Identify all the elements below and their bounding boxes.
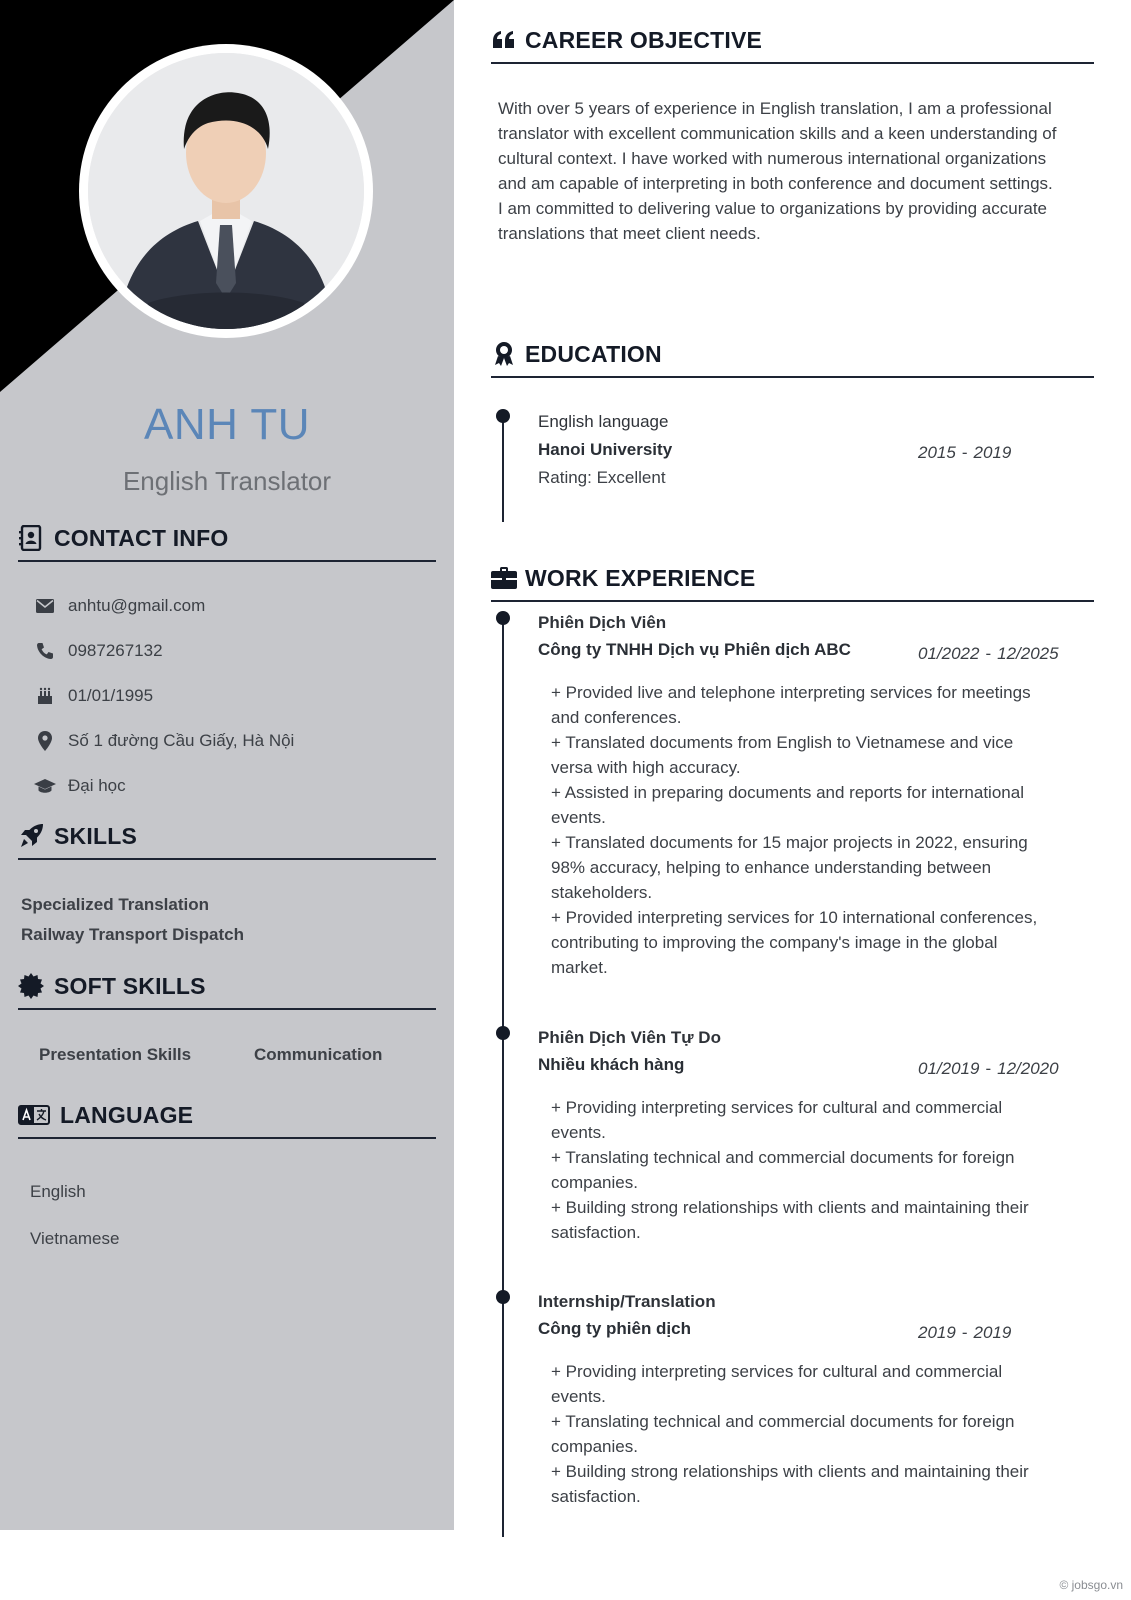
job-title: Internship/Translation [538,1292,716,1311]
job-description-line: + Building strong relationships with clients and maintaining their [551,1198,1029,1217]
timeline-dot [496,1290,510,1304]
job-description-line: + Provided interpreting services for 10 international conferences, [551,908,1038,927]
contact-birthday-value: 01/01/1995 [68,686,154,705]
contact-address [34,729,294,753]
work-experience-heading [491,556,1094,602]
gear-badge-icon [18,973,44,999]
job-company: Công ty phiên dịch [538,1319,691,1338]
objective-line: translator with excellent communication skills and a keen understanding of [498,124,1057,143]
job-title: Phiên Dịch Viên [538,613,667,632]
job-description-line: + Building strong relationships with clients and maintaining their [551,1462,1029,1481]
job-description-line: events. [551,808,606,827]
objective-line: With over 5 years of experience in English translation, I am a professional [498,99,1052,118]
contact-email-value: anhtu@gmail.com [68,596,206,615]
job-description-line: versa with high accuracy. [551,758,741,777]
contact-phone[interactable] [34,639,163,663]
education-heading-text: EDUCATION [525,340,662,367]
skills-heading-text: SKILLS [54,822,137,849]
sidebar [0,0,454,1530]
address-book-icon [18,525,44,551]
award-ribbon-icon [491,341,517,367]
education-timeline-line [502,414,504,522]
soft-skill-item: Presentation Skills [39,1045,192,1064]
job-description [551,680,1071,980]
education-rating: Rating: Excellent [538,468,666,487]
footer-credit: © jobsgo.vn [1059,1578,1123,1592]
date-separator: - [961,443,968,462]
job-description-line: + Translating technical and commercial documents for foreign [551,1412,1015,1431]
objective-line: translations that meet client needs. [498,224,761,243]
education-end: 2019 [973,443,1012,462]
job-end: 2019 [973,1323,1012,1342]
job-description-line: and conferences. [551,708,682,727]
job-description-line: satisfaction. [551,1223,641,1242]
education-heading [491,332,1094,378]
date-separator: - [961,1323,968,1342]
job-description-line: stakeholders. [551,883,653,902]
job-description-line: + Provided live and telephone interpreting services for meetings [551,683,1031,702]
job-description-line: satisfaction. [551,1487,641,1506]
contact-education-level [34,774,126,798]
job-dates [918,1059,1059,1079]
skills-heading [18,814,436,860]
date-separator: - [985,1059,992,1078]
career-objective-heading [491,18,1094,64]
contact-education-level-value: Đại học [68,776,126,795]
briefcase-icon [491,565,517,591]
job-description-line: + Providing interpreting services for cultural and commercial [551,1098,1003,1117]
job-company: Nhiều khách hàng [538,1055,685,1074]
job-description-line: companies. [551,1173,638,1192]
job-description [551,1095,1071,1245]
quote-icon [491,27,517,53]
job-description-line: contributing to improving the company's image in the global [551,933,998,952]
job-description-line: + Translated documents from English to Vietnamese and vice [551,733,1014,752]
timeline-dot [496,1026,510,1040]
phone-icon [34,640,56,662]
skill-item: Specialized Translation [21,895,210,914]
job-company: Công ty TNHH Dịch vụ Phiên dịch ABC [538,640,851,659]
location-pin-icon [34,730,56,752]
career-objective-text [498,96,1096,246]
date-separator: - [985,644,992,663]
contact-birthday [34,684,153,708]
contact-info-heading-text: CONTACT INFO [54,524,229,551]
contact-phone-value: 0987267132 [68,641,163,660]
objective-line: cultural context. I have worked with numerous international organizations [498,149,1047,168]
language-heading-text: LANGUAGE [60,1101,194,1128]
rocket-icon [18,823,44,849]
soft-skills-heading [18,964,436,1010]
job-description [551,1359,1071,1509]
job-end: 12/2025 [997,644,1059,663]
timeline-dot [496,611,510,625]
contact-info-heading [18,516,436,562]
candidate-name: ANH TU [144,400,310,449]
translate-icon [18,1102,50,1128]
job-description-line: + Translated documents for 15 major projects in 2022, ensuring [551,833,1028,852]
graduation-cap-icon [34,775,56,797]
education-start: 2015 [918,443,956,462]
education-school: Hanoi University [538,440,673,459]
education-dates [918,443,1011,463]
job-end: 12/2020 [997,1059,1059,1078]
skill-item: Railway Transport Dispatch [21,925,244,944]
job-description-line: + Assisted in preparing documents and reports for international [551,783,1024,802]
timeline-dot [496,409,510,423]
candidate-job-title: English Translator [122,466,332,496]
job-start: 01/2019 [918,1059,980,1078]
job-description-line: + Providing interpreting services for cultural and commercial [551,1362,1003,1381]
language-heading [18,1093,436,1139]
job-description-line: 98% accuracy, helping to enhance understanding between [551,858,992,877]
job-description-line: market. [551,958,608,977]
job-description-line: companies. [551,1437,638,1456]
job-title: Phiên Dịch Viên Tự Do [538,1028,721,1047]
job-description-line: + Translating technical and commercial documents for foreign [551,1148,1015,1167]
job-dates [918,644,1059,664]
contact-email[interactable] [34,594,205,618]
soft-skill-item: Communication [254,1045,383,1064]
profile-photo [79,44,373,338]
job-start: 2019 [918,1323,956,1342]
job-start: 01/2022 [918,644,980,663]
contact-address-value: Số 1 đường Cầu Giấy, Hà Nội [68,731,295,750]
birthday-cake-icon [34,685,56,707]
objective-line: and am capable of interpreting in both conference and document settings. [498,174,1053,193]
language-item: English [30,1182,86,1201]
work-experience-heading-text: WORK EXPERIENCE [525,564,756,591]
envelope-icon [34,595,56,617]
job-description-line: events. [551,1123,606,1142]
experience-timeline-line [502,617,504,1537]
objective-line: I am committed to delivering value to organizations by providing accurate [498,199,1048,218]
job-dates [918,1323,1011,1343]
job-description-line: events. [551,1387,606,1406]
education-major: English language [538,412,669,431]
career-objective-heading-text: CAREER OBJECTIVE [525,26,763,53]
language-item: Vietnamese [30,1229,120,1248]
soft-skills-heading-text: SOFT SKILLS [54,972,206,999]
